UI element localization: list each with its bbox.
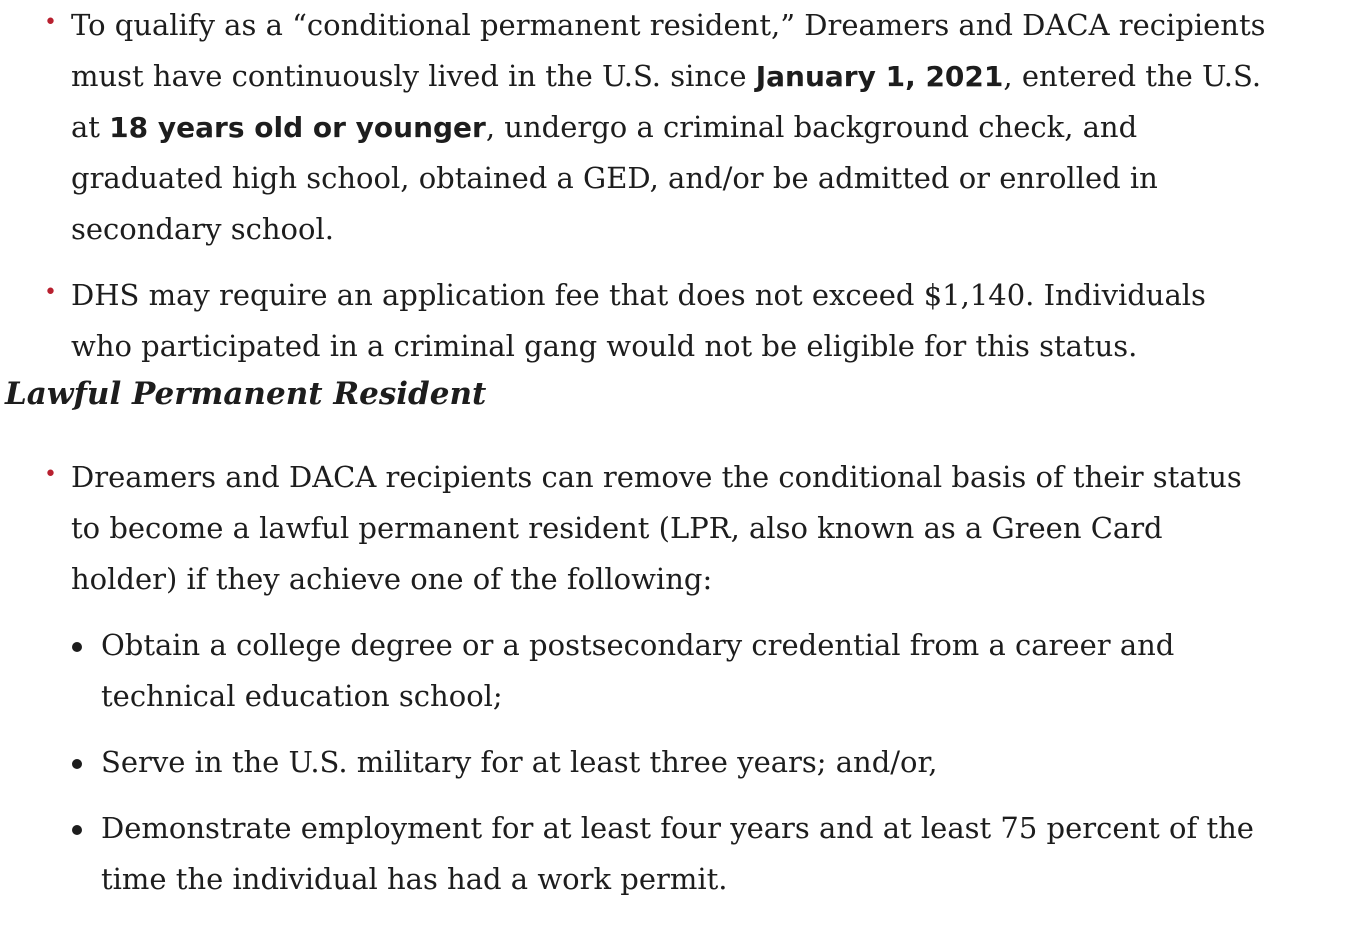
list-item [44, 452, 1271, 905]
sublist-item [101, 803, 1271, 905]
black-dot-icon [72, 759, 82, 769]
sublist-item-text: Demonstrate employment for at least four years and at least 75 percent of the time the individual has had a work permit. [101, 811, 1254, 896]
eligibility-list [0, 0, 1271, 372]
list-item-text: Dreamers and DACA recipients can remove the conditional basis of their status to become a lawful permanent resident (LPR, also known as a Green Card holder) if they achieve one of the following: [71, 460, 1242, 596]
sublist-item [101, 620, 1271, 722]
red-bullet-icon: • [44, 462, 57, 487]
list-item-text: To qualify as a “conditional permanent resident,” Dreamers and DACA recipients must have continuously lived in the U.S. since [71, 8, 1266, 93]
sublist-item-text: Serve in the U.S. military for at least three years; and/or, [101, 745, 938, 779]
list-item-text: DHS may require an application fee that does not exceed $1,140. Individuals who participated in a criminal gang would not be eligible for this status. [71, 278, 1206, 363]
lpr-section [0, 452, 1271, 920]
black-dot-icon [72, 642, 82, 652]
red-bullet-icon: • [44, 280, 57, 305]
red-bullet-icon: • [44, 10, 57, 35]
requirements-sublist [71, 620, 1271, 905]
sublist-item [101, 737, 1271, 788]
section-heading: Lawful Permanent Resident [5, 376, 487, 412]
list-item-text: , undergo a criminal background check, and graduated high school, obtained a GED, and/or be admitted or enrolled in secondary school. [71, 110, 1158, 246]
list-item [44, 270, 1271, 372]
list-item-text: , entered the U.S. at [71, 59, 1262, 144]
lpr-list [0, 452, 1271, 905]
list-item [44, 0, 1271, 255]
black-dot-icon [72, 825, 82, 835]
sublist-item-text: Obtain a college degree or a postsecondary credential from a career and technical education school; [101, 628, 1175, 713]
emphasis-date: January 1, 2021 [755, 60, 1004, 93]
emphasis-age: 18 years old or younger [109, 111, 486, 144]
